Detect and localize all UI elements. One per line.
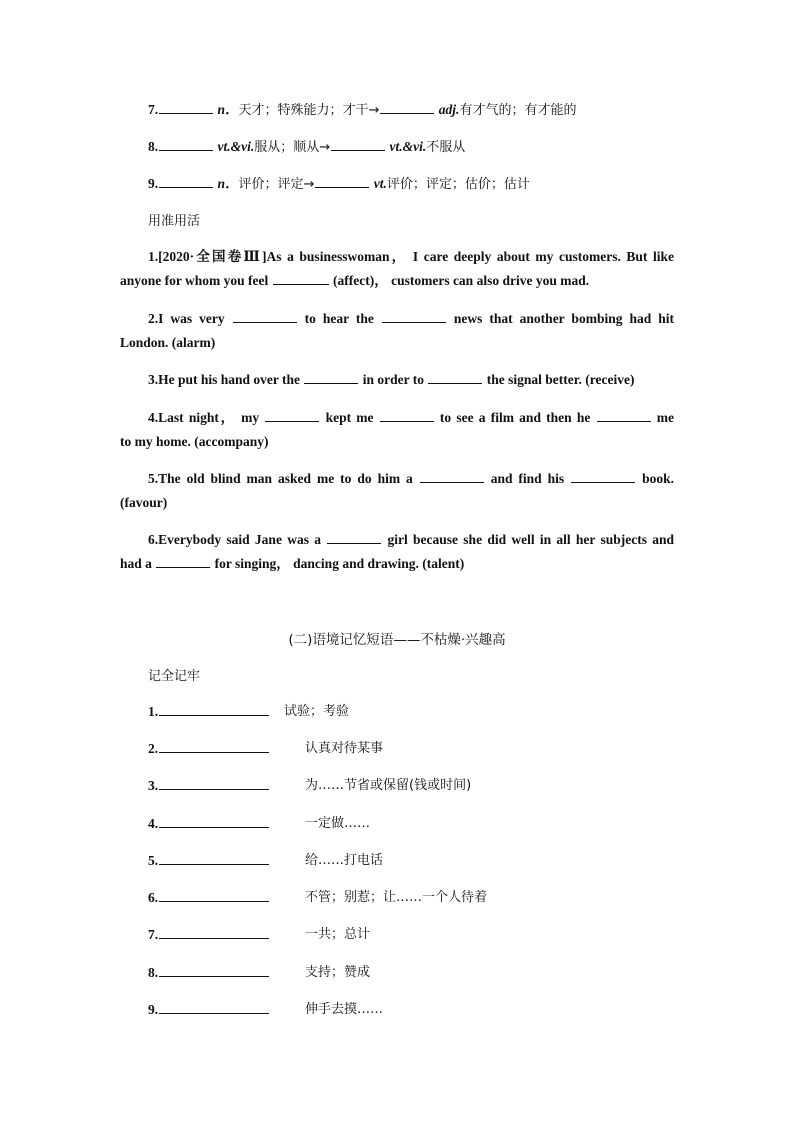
answer-blank[interactable]	[159, 962, 269, 977]
vocab-meaning: 天才；特殊能力；才干→	[238, 103, 380, 118]
answer-blank[interactable]	[159, 136, 213, 151]
phrase-row	[148, 961, 371, 985]
answer-blank[interactable]	[428, 369, 482, 384]
phrase-meaning: 支持；赞成	[305, 965, 371, 980]
section-title: (二)语境记忆短语——不枯燥·兴趣高	[288, 632, 506, 648]
answer-blank[interactable]	[380, 407, 434, 422]
part-of-speech: vt.&vi.	[217, 139, 255, 154]
phrase-number: 5.	[148, 853, 159, 868]
vocab-number: 9.	[148, 176, 159, 191]
phrase-meaning: 一定做……	[305, 816, 371, 831]
phrase-number: 8.	[148, 965, 159, 980]
section-heading: 用准用活	[148, 214, 201, 229]
phrase-meaning: 试验；考验	[284, 704, 350, 719]
phrase-meaning: 不管；别惹；让……一个人待着	[305, 890, 488, 905]
part-of-speech: adj.	[438, 102, 460, 117]
part-of-speech: vt.&vi.	[389, 139, 427, 154]
phrase-row	[148, 923, 371, 947]
answer-blank[interactable]	[159, 775, 269, 790]
answer-blank[interactable]	[159, 924, 269, 939]
phrase-row	[148, 700, 350, 724]
exercise-sentence: 2.I was very to hear the news that another bombing had hit	[120, 307, 674, 331]
exercise-sentence-cont: had a for singing， dancing and drawing. (talent)	[120, 552, 674, 576]
answer-blank[interactable]	[159, 850, 269, 865]
phrase-row	[148, 774, 472, 798]
phrase-number: 3.	[148, 778, 159, 793]
answer-blank[interactable]	[156, 553, 210, 568]
exercise-sentence: 4.Last night， my kept me to see a film and then he me	[120, 406, 674, 430]
exercise-sentence-cont: (favour)	[120, 495, 168, 510]
phrase-meaning: 为……节省或保留(钱或时间)	[305, 778, 472, 793]
vocab-meaning: 评价；评定；估价；估计	[386, 177, 530, 192]
answer-blank[interactable]	[265, 407, 319, 422]
phrase-number: 9.	[148, 1002, 159, 1017]
vocab-number: 7.	[148, 102, 159, 117]
exercise-sentence: 6.Everybody said Jane was a girl because she did well in all her subjects and	[120, 528, 674, 552]
vocab-number: 8.	[148, 139, 159, 154]
section-heading: 记全记牢	[148, 669, 201, 684]
part-of-speech: n．	[217, 102, 239, 117]
vocab-row	[148, 98, 576, 123]
phrase-meaning: 伸手去摸……	[305, 1002, 384, 1017]
exercise-sentence-cont: London. (alarm)	[120, 335, 216, 350]
phrase-row	[148, 812, 371, 836]
phrase-meaning: 给……打电话	[305, 853, 384, 868]
answer-blank[interactable]	[315, 173, 369, 188]
answer-blank[interactable]	[597, 407, 651, 422]
answer-blank[interactable]	[159, 173, 213, 188]
answer-blank[interactable]	[159, 99, 213, 114]
answer-blank[interactable]	[382, 308, 446, 323]
answer-blank[interactable]	[380, 99, 434, 114]
phrase-number: 7.	[148, 927, 159, 942]
phrase-number: 1.	[148, 704, 159, 719]
vocab-meaning: 有才气的；有才能的	[459, 103, 577, 118]
exercise-sentence-cont: anyone for whom you feel (affect)， customers can also drive you mad.	[120, 269, 674, 293]
answer-blank[interactable]	[327, 529, 381, 544]
vocab-row	[148, 172, 530, 197]
answer-blank[interactable]	[233, 308, 297, 323]
vocab-meaning: 服从；顺从→	[254, 140, 331, 155]
exercise-sentence: 3.He put his hand over the in order to the signal better. (receive)	[120, 368, 674, 392]
phrase-number: 2.	[148, 741, 159, 756]
answer-blank[interactable]	[159, 999, 269, 1014]
phrase-row	[148, 998, 384, 1022]
exercise-sentence-cont: to my home. (accompany)	[120, 434, 269, 449]
exercise-sentence: 5.The old blind man asked me to do him a and find his book.	[120, 467, 674, 491]
phrase-meaning: 认真对待某事	[305, 741, 384, 756]
vocab-meaning: 评价；评定→	[238, 177, 315, 192]
answer-blank[interactable]	[571, 468, 635, 483]
phrase-row	[148, 737, 384, 761]
answer-blank[interactable]	[331, 136, 385, 151]
vocab-meaning: 不服从	[426, 140, 466, 155]
phrase-row	[148, 886, 488, 910]
phrase-row	[148, 849, 384, 873]
answer-blank[interactable]	[159, 813, 269, 828]
answer-blank[interactable]	[159, 887, 269, 902]
vocab-row	[148, 135, 465, 160]
phrase-number: 4.	[148, 816, 159, 831]
phrase-number: 6.	[148, 890, 159, 905]
phrase-meaning: 一共；总计	[305, 927, 371, 942]
answer-blank[interactable]	[304, 369, 358, 384]
answer-blank[interactable]	[159, 738, 269, 753]
answer-blank[interactable]	[420, 468, 484, 483]
answer-blank[interactable]	[273, 270, 329, 285]
part-of-speech: n．	[217, 176, 239, 191]
answer-blank[interactable]	[159, 701, 269, 716]
exercise-sentence: 1.[2020·全国卷Ⅲ]As a businesswoman， I care deeply about my customers. But like	[148, 249, 674, 264]
part-of-speech: vt.	[373, 176, 387, 191]
